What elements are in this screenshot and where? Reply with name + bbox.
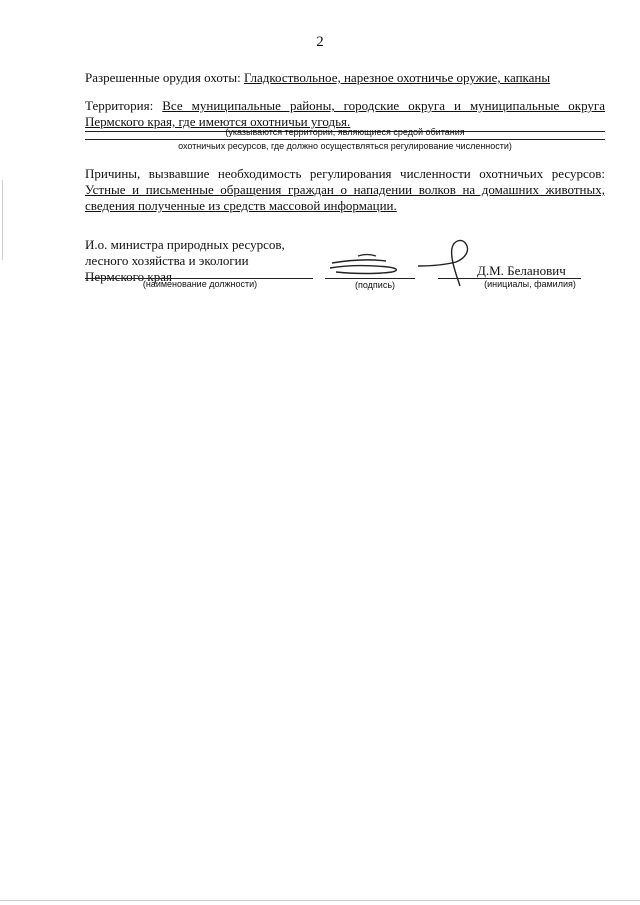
reasons-line-2: Устные и письменные обращения граждан о нападении волков на домашних животных,	[85, 182, 605, 197]
caption-position: (наименование должности)	[142, 279, 258, 289]
territory-note-2: охотничьих ресурсов, где должно осуществляться регулирование численности)	[178, 141, 512, 151]
territory-label: Территория:	[85, 98, 154, 113]
caption-name: (инициалы, фамилия)	[484, 279, 576, 289]
signer-name: Д.М. Беланович	[477, 263, 566, 278]
scan-edge-mark-bottom	[0, 900, 640, 901]
weapons-value: Гладкоствольное, нарезное охотничье оружие, капканы	[243, 70, 551, 85]
territory-value-1: Все муниципальные районы, городские округа и муниципальные округа	[162, 98, 605, 113]
page-number: 2	[316, 34, 324, 50]
territory-note-1: (указываются территории, являющиеся средой обитания	[225, 127, 465, 137]
territory-line-1	[85, 98, 605, 114]
position-line-3: Пермского края	[85, 269, 172, 284]
position-line-1: И.о. министра природных ресурсов,	[85, 237, 285, 252]
territory-value-2: Пермского края, где имеются охотничьи угодья.	[85, 114, 351, 129]
scan-edge-mark-left	[2, 180, 3, 260]
weapons-label: Разрешенные орудия охоты:	[85, 70, 241, 85]
reasons-line-3: сведения полученные из средств массовой информации.	[85, 198, 397, 213]
territory-rule-2	[85, 139, 605, 140]
reasons-label-line: Причины, вызвавшие необходимость регулирования численности охотничьих ресурсов:	[85, 166, 605, 181]
position-line-2: лесного хозяйства и экологии	[85, 253, 249, 268]
caption-signature: (подпись)	[354, 280, 396, 290]
weapons-line	[85, 70, 550, 86]
